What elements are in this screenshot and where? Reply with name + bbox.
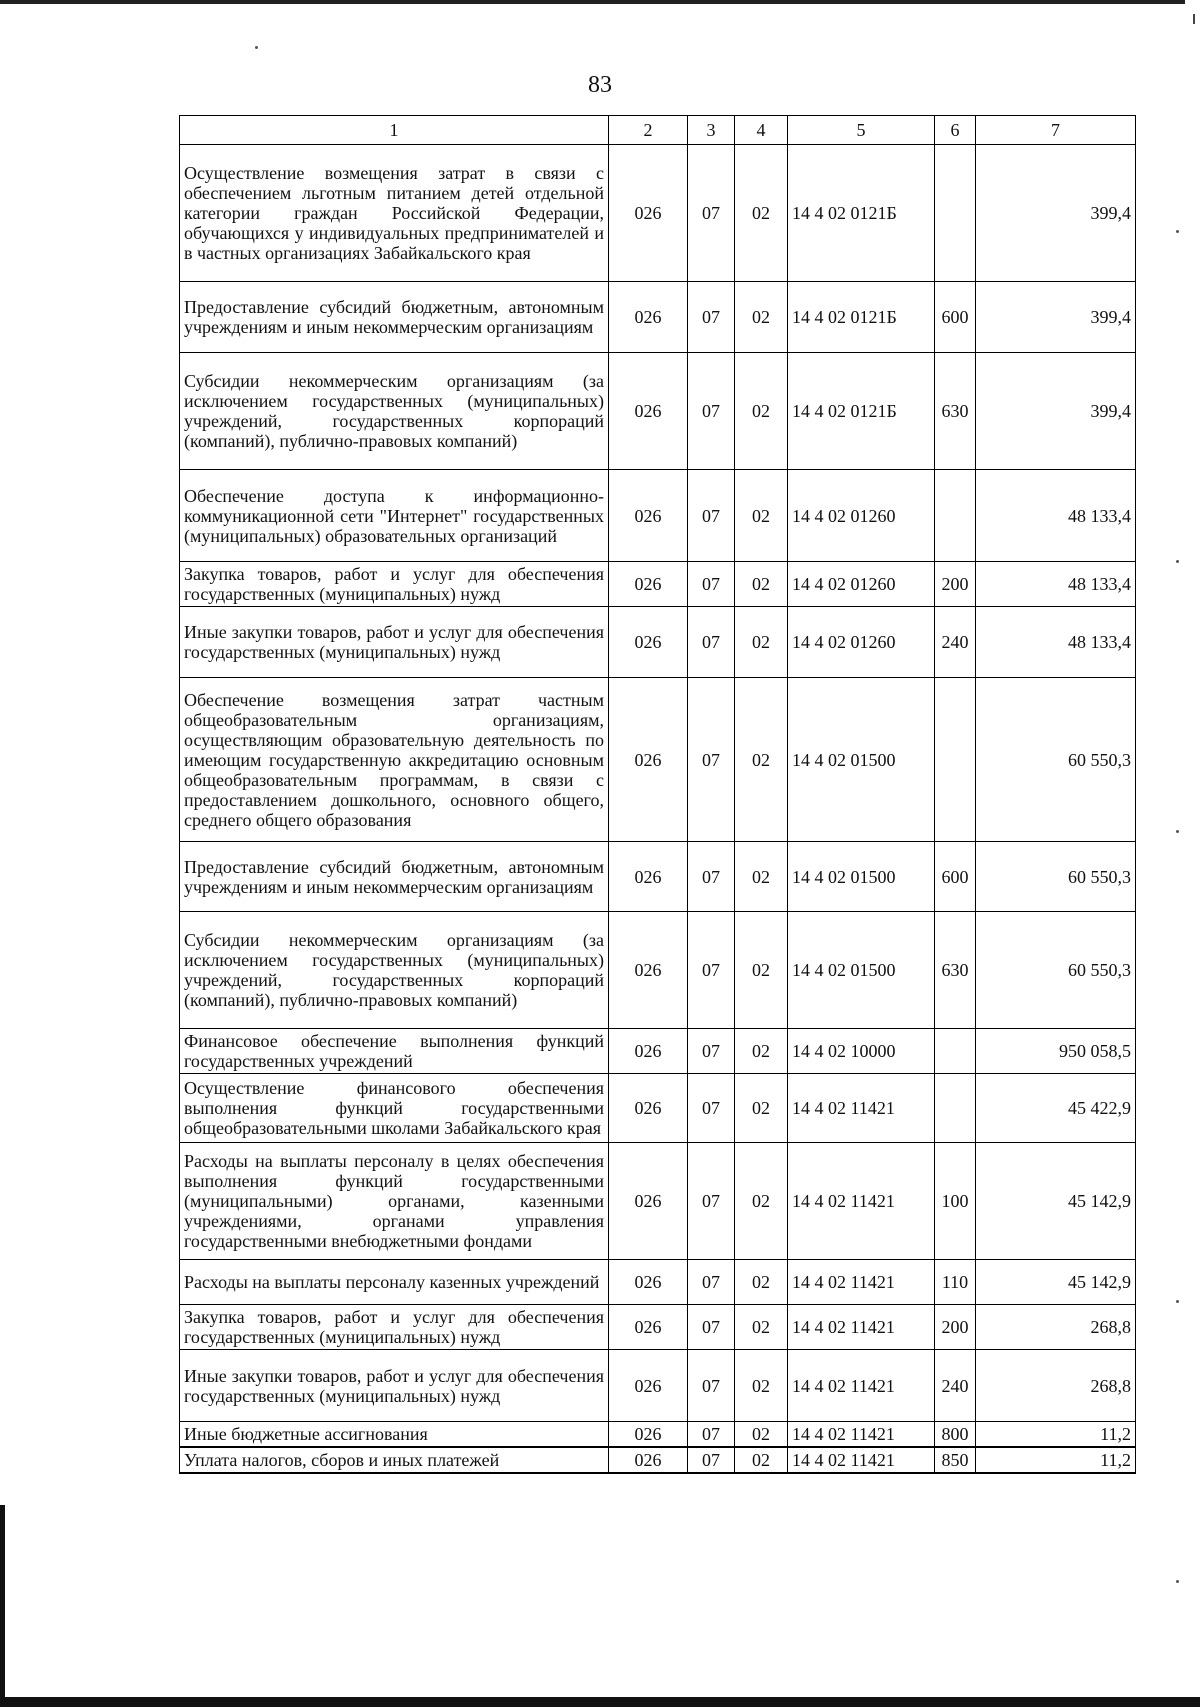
row-amount-cell: 268,8 xyxy=(976,1305,1136,1350)
row-name-cell: Обеспечение возмещения затрат частным общеобразовательным организациям, осуществляющим образовательную деятельность по имеющим государственную аккредитацию основным общеобразовательным программам, в связи с предоставлением дошкольного, основного общего, среднего общего образования xyxy=(180,678,609,842)
table-row xyxy=(180,1350,1136,1422)
row-col4-cell: 02 xyxy=(735,1447,788,1473)
row-col4-cell: 02 xyxy=(735,678,788,842)
row-col3-cell: 07 xyxy=(688,607,735,678)
row-amount-cell: 11,2 xyxy=(976,1447,1136,1473)
row-col6-cell: 110 xyxy=(935,1260,976,1305)
column-header: 5 xyxy=(788,116,935,145)
row-col3-cell: 07 xyxy=(688,678,735,842)
row-code-cell: 14 4 02 11421 xyxy=(788,1447,935,1473)
row-code-cell: 14 4 02 01260 xyxy=(788,562,935,607)
scan-edge-bottom xyxy=(0,1697,1200,1707)
column-header: 2 xyxy=(609,116,688,145)
row-amount-cell: 399,4 xyxy=(976,353,1136,470)
row-col6-cell: 240 xyxy=(935,607,976,678)
row-col4-cell: 02 xyxy=(735,145,788,282)
column-header: 4 xyxy=(735,116,788,145)
row-code-cell: 14 4 02 11421 xyxy=(788,1143,935,1260)
row-col6-cell: 850 xyxy=(935,1447,976,1473)
scan-speck xyxy=(1176,1300,1179,1303)
scan-speck xyxy=(255,46,258,49)
row-col4-cell: 02 xyxy=(735,1350,788,1422)
table-row xyxy=(180,1029,1136,1074)
table-row xyxy=(180,145,1136,282)
row-name-cell: Расходы на выплаты персоналу в целях обеспечения выполнения функций государственными (муниципальными) органами, казенными учреждениями, органами управления государственными внебюджетными фондами xyxy=(180,1143,609,1260)
row-name-cell: Осуществление возмещения затрат в связи с обеспечением льготным питанием детей отдельной категории граждан Российской Федерации, обучающихся у индивидуальных предпринимателей и в частных организациях Забайкальского края xyxy=(180,145,609,282)
scan-speck xyxy=(1176,1580,1179,1583)
row-col3-cell: 07 xyxy=(688,842,735,912)
table-row xyxy=(180,1422,1136,1448)
column-header: 1 xyxy=(180,116,609,145)
row-name-cell: Предоставление субсидий бюджетным, автономным учреждениям и иным некоммерческим организациям xyxy=(180,282,609,353)
row-col2-cell: 026 xyxy=(609,562,688,607)
row-col3-cell: 07 xyxy=(688,282,735,353)
row-code-cell: 14 4 02 11421 xyxy=(788,1422,935,1448)
budget-table xyxy=(179,115,1136,1474)
page-number: 83 xyxy=(588,72,612,98)
row-col4-cell: 02 xyxy=(735,1260,788,1305)
table-row xyxy=(180,912,1136,1029)
row-amount-cell: 950 058,5 xyxy=(976,1029,1136,1074)
row-col2-cell: 026 xyxy=(609,678,688,842)
table-row xyxy=(180,1260,1136,1305)
row-name-cell: Предоставление субсидий бюджетным, автономным учреждениям и иным некоммерческим организациям xyxy=(180,842,609,912)
row-code-cell: 14 4 02 11421 xyxy=(788,1350,935,1422)
row-col6-cell: 600 xyxy=(935,842,976,912)
row-col6-cell: 800 xyxy=(935,1422,976,1448)
row-col4-cell: 02 xyxy=(735,1029,788,1074)
row-col2-cell: 026 xyxy=(609,353,688,470)
row-amount-cell: 60 550,3 xyxy=(976,678,1136,842)
row-code-cell: 14 4 02 0121Б xyxy=(788,282,935,353)
row-col6-cell: 200 xyxy=(935,562,976,607)
row-col2-cell: 026 xyxy=(609,1350,688,1422)
row-code-cell: 14 4 02 11421 xyxy=(788,1305,935,1350)
row-col4-cell: 02 xyxy=(735,470,788,562)
column-header: 6 xyxy=(935,116,976,145)
row-col3-cell: 07 xyxy=(688,562,735,607)
row-col3-cell: 07 xyxy=(688,1260,735,1305)
scan-edge-left xyxy=(0,1505,5,1707)
scan-speck xyxy=(1176,230,1179,233)
row-name-cell: Осуществление финансового обеспечения выполнения функций государственными общеобразовательными школами Забайкальского края xyxy=(180,1074,609,1143)
row-col3-cell: 07 xyxy=(688,1422,735,1448)
row-col3-cell: 07 xyxy=(688,1447,735,1473)
scan-speck xyxy=(1176,560,1179,563)
row-name-cell: Субсидии некоммерческим организациям (за исключением государственных (муниципальных) учреждений, государственных корпораций (компаний), публично-правовых компаний) xyxy=(180,912,609,1029)
row-col4-cell: 02 xyxy=(735,912,788,1029)
row-col6-cell: 600 xyxy=(935,282,976,353)
row-col2-cell: 026 xyxy=(609,282,688,353)
row-col2-cell: 026 xyxy=(609,1447,688,1473)
row-amount-cell: 48 133,4 xyxy=(976,607,1136,678)
row-amount-cell: 399,4 xyxy=(976,145,1136,282)
table-row xyxy=(180,1305,1136,1350)
column-header: 7 xyxy=(976,116,1136,145)
row-amount-cell: 268,8 xyxy=(976,1350,1136,1422)
row-col4-cell: 02 xyxy=(735,562,788,607)
table-row xyxy=(180,562,1136,607)
row-col2-cell: 026 xyxy=(609,1260,688,1305)
row-col3-cell: 07 xyxy=(688,353,735,470)
row-name-cell: Закупка товаров, работ и услуг для обеспечения государственных (муниципальных) нужд xyxy=(180,1305,609,1350)
row-name-cell: Финансовое обеспечение выполнения функций государственных учреждений xyxy=(180,1029,609,1074)
row-amount-cell: 45 142,9 xyxy=(976,1260,1136,1305)
table-row xyxy=(180,678,1136,842)
row-amount-cell: 399,4 xyxy=(976,282,1136,353)
row-col3-cell: 07 xyxy=(688,145,735,282)
row-amount-cell: 45 422,9 xyxy=(976,1074,1136,1143)
row-col2-cell: 026 xyxy=(609,1029,688,1074)
scan-speck xyxy=(1176,830,1179,833)
row-code-cell: 14 4 02 11421 xyxy=(788,1074,935,1143)
row-name-cell: Иные закупки товаров, работ и услуг для обеспечения государственных (муниципальных) нужд xyxy=(180,1350,609,1422)
row-code-cell: 14 4 02 0121Б xyxy=(788,353,935,470)
row-col4-cell: 02 xyxy=(735,353,788,470)
row-col6-cell: 240 xyxy=(935,1350,976,1422)
table-row xyxy=(180,1074,1136,1143)
row-col4-cell: 02 xyxy=(735,607,788,678)
row-col2-cell: 026 xyxy=(609,1422,688,1448)
row-col6-cell: 630 xyxy=(935,353,976,470)
row-name-cell: Уплата налогов, сборов и иных платежей xyxy=(180,1447,609,1473)
row-code-cell: 14 4 02 01260 xyxy=(788,607,935,678)
row-code-cell: 14 4 02 0121Б xyxy=(788,145,935,282)
row-name-cell: Расходы на выплаты персоналу казенных учреждений xyxy=(180,1260,609,1305)
column-header: 3 xyxy=(688,116,735,145)
row-code-cell: 14 4 02 01500 xyxy=(788,912,935,1029)
row-amount-cell: 45 142,9 xyxy=(976,1143,1136,1260)
row-col4-cell: 02 xyxy=(735,1422,788,1448)
row-col3-cell: 07 xyxy=(688,1029,735,1074)
row-col4-cell: 02 xyxy=(735,1305,788,1350)
row-amount-cell: 11,2 xyxy=(976,1422,1136,1448)
row-col6-cell xyxy=(935,1074,976,1143)
row-name-cell: Иные закупки товаров, работ и услуг для обеспечения государственных (муниципальных) нужд xyxy=(180,607,609,678)
table-row xyxy=(180,842,1136,912)
row-col3-cell: 07 xyxy=(688,1143,735,1260)
row-col6-cell xyxy=(935,470,976,562)
row-name-cell: Закупка товаров, работ и услуг для обеспечения государственных (муниципальных) нужд xyxy=(180,562,609,607)
table-header-row xyxy=(180,116,1136,145)
row-code-cell: 14 4 02 11421 xyxy=(788,1260,935,1305)
row-col6-cell xyxy=(935,1029,976,1074)
row-col2-cell: 026 xyxy=(609,1074,688,1143)
table-row xyxy=(180,353,1136,470)
row-col2-cell: 026 xyxy=(609,1143,688,1260)
row-col4-cell: 02 xyxy=(735,842,788,912)
row-code-cell: 14 4 02 01500 xyxy=(788,678,935,842)
row-code-cell: 14 4 02 01260 xyxy=(788,470,935,562)
row-col6-cell: 200 xyxy=(935,1305,976,1350)
row-code-cell: 14 4 02 10000 xyxy=(788,1029,935,1074)
row-name-cell: Иные бюджетные ассигнования xyxy=(180,1422,609,1448)
row-col2-cell: 026 xyxy=(609,912,688,1029)
row-col3-cell: 07 xyxy=(688,1350,735,1422)
row-col4-cell: 02 xyxy=(735,1074,788,1143)
row-col3-cell: 07 xyxy=(688,470,735,562)
row-col3-cell: 07 xyxy=(688,912,735,1029)
row-col3-cell: 07 xyxy=(688,1305,735,1350)
row-amount-cell: 48 133,4 xyxy=(976,470,1136,562)
table-row xyxy=(180,282,1136,353)
row-name-cell: Субсидии некоммерческим организациям (за исключением государственных (муниципальных) учреждений, государственных корпораций (компаний), публично-правовых компаний) xyxy=(180,353,609,470)
row-amount-cell: 60 550,3 xyxy=(976,912,1136,1029)
row-amount-cell: 60 550,3 xyxy=(976,842,1136,912)
row-col2-cell: 026 xyxy=(609,1305,688,1350)
row-col2-cell: 026 xyxy=(609,607,688,678)
row-col2-cell: 026 xyxy=(609,470,688,562)
row-amount-cell: 48 133,4 xyxy=(976,562,1136,607)
row-code-cell: 14 4 02 01500 xyxy=(788,842,935,912)
table-row xyxy=(180,607,1136,678)
row-col6-cell: 100 xyxy=(935,1143,976,1260)
row-col2-cell: 026 xyxy=(609,842,688,912)
table-row xyxy=(180,470,1136,562)
table-row xyxy=(180,1447,1136,1473)
row-col6-cell xyxy=(935,145,976,282)
table-row xyxy=(180,1143,1136,1260)
row-col6-cell xyxy=(935,678,976,842)
row-name-cell: Обеспечение доступа к информационно-коммуникационной сети "Интернет" государственных (муниципальных) образовательных организаций xyxy=(180,470,609,562)
scan-edge-top xyxy=(0,0,1185,4)
row-col4-cell: 02 xyxy=(735,282,788,353)
row-col3-cell: 07 xyxy=(688,1074,735,1143)
row-col6-cell: 630 xyxy=(935,912,976,1029)
row-col2-cell: 026 xyxy=(609,145,688,282)
row-col4-cell: 02 xyxy=(735,1143,788,1260)
scan-mark-right xyxy=(1193,14,1195,24)
